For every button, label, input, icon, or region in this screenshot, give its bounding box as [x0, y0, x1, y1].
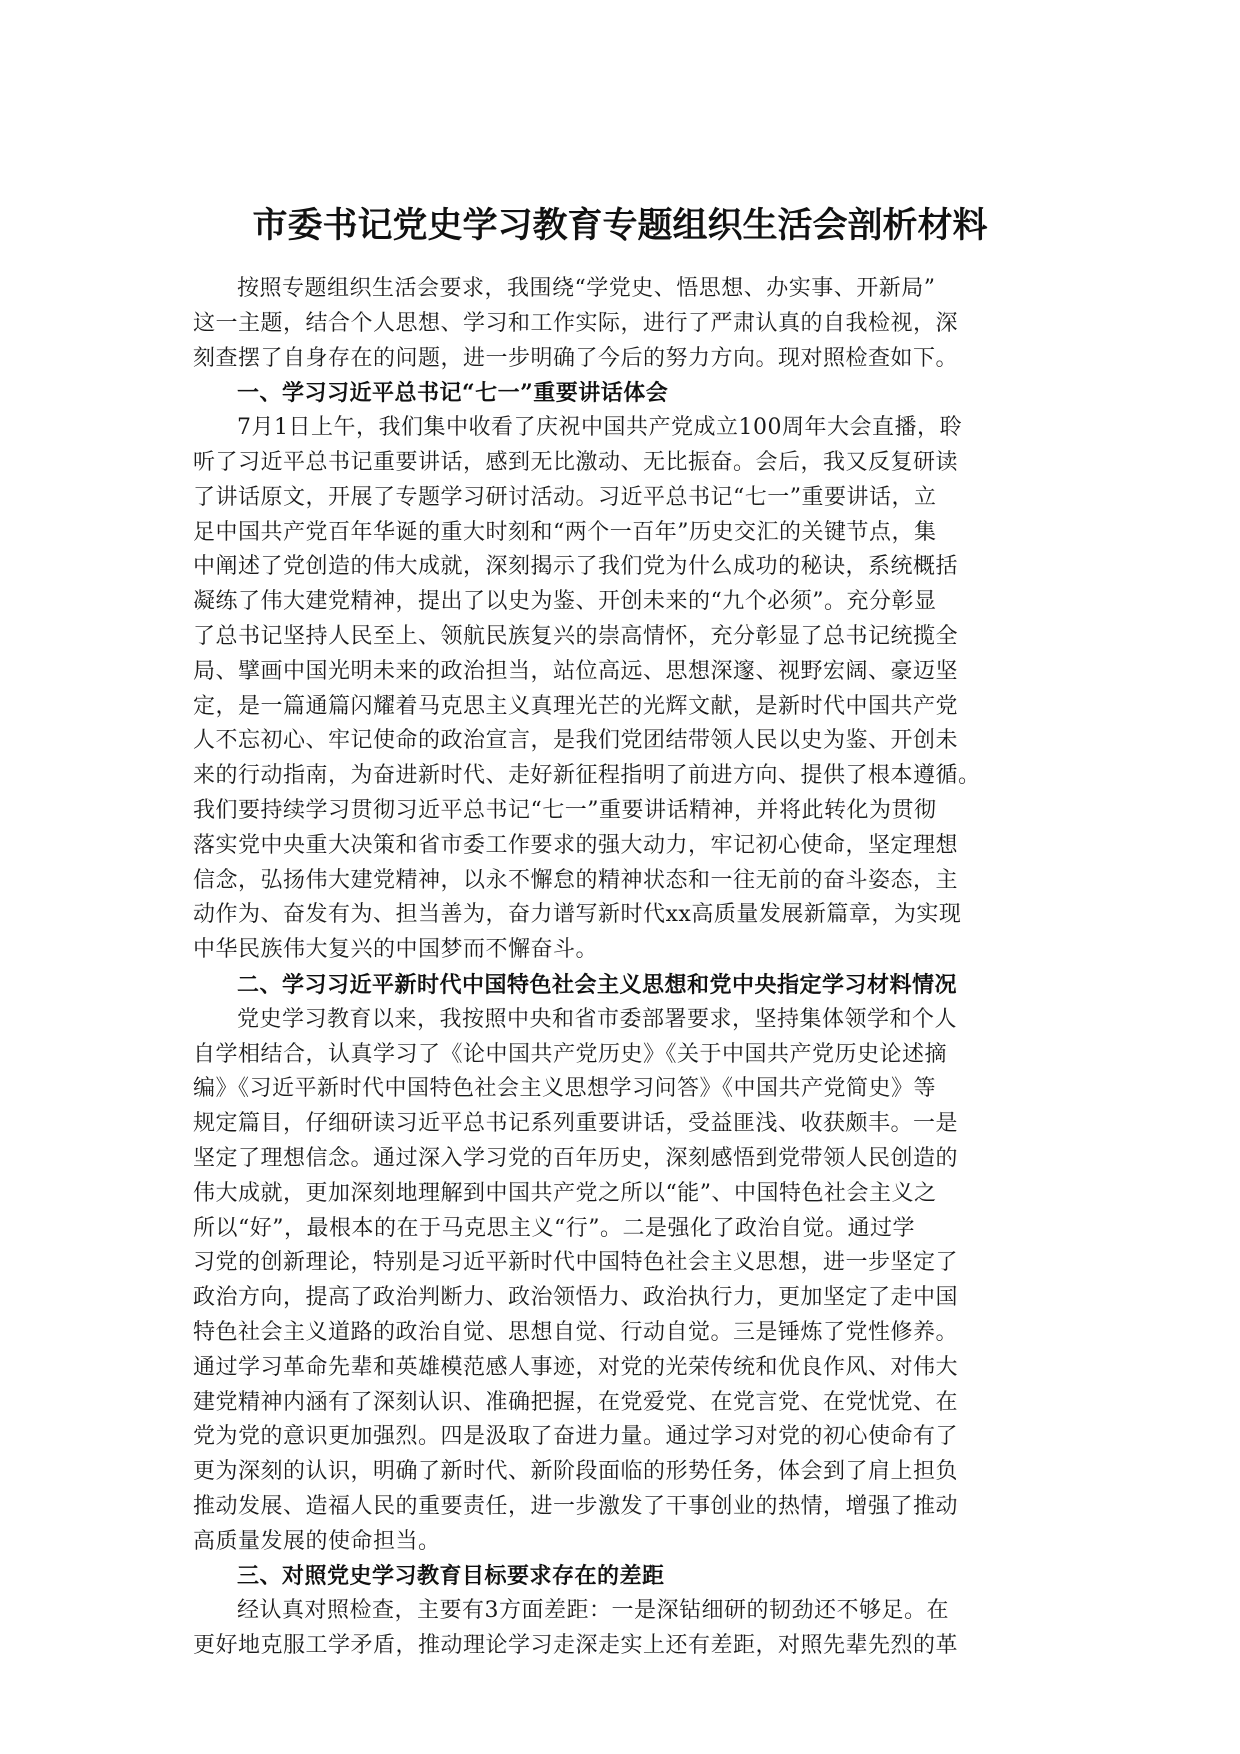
text-line: 动作为、奋发有为、担当善为，奋力谱写新时代xx高质量发展新篇章，为实现 — [193, 902, 962, 928]
section-3 — [193, 1559, 1083, 1663]
text-line: 高质量发展的使命担当。 — [193, 1528, 441, 1554]
text-line: 更为深刻的认识，明确了新时代、新阶段面临的形势任务，体会到了肩上担负 — [193, 1459, 959, 1485]
document-title: 市委书记党史学习教育专题组织生活会剖析材料 — [252, 205, 988, 246]
section-heading: 二、学习习近平新时代中国特色社会主义思想和党中央指定学习材料情况 — [237, 971, 958, 998]
text-line: 中华民族伟大复兴的中国梦而不懈奋斗。 — [193, 937, 599, 963]
text-line: 经认真对照检查，主要有3方面差距：一是深钻细研的韧劲还不够足。在 — [237, 1598, 949, 1624]
document-body — [193, 272, 1083, 1664]
text-line: 刻查摆了自身存在的问题，进一步明确了今后的努力方向。现对照检查如下。 — [193, 345, 959, 371]
text-line: 规定篇目，仔细研读习近平总书记系列重要讲话，受益匪浅、收获颇丰。一是 — [193, 1111, 959, 1137]
text-line: 习党的创新理论，特别是习近平新时代中国特色社会主义思想，进一步坚定了 — [193, 1250, 959, 1276]
text-line: 来的行动指南，为奋进新时代、走好新征程指明了前进方向、提供了根本遵循。 — [193, 763, 981, 789]
text-line: 7月1日上午，我们集中收看了庆祝中国共产党成立100周年大会直播，聆 — [237, 415, 962, 441]
section-heading: 三、对照党史学习教育目标要求存在的差距 — [237, 1563, 665, 1590]
text-line: 坚定了理想信念。通过深入学习党的百年历史，深刻感悟到党带领人民创造的 — [193, 1145, 959, 1171]
text-line: 落实党中央重大决策和省市委工作要求的强大动力，牢记初心使命，坚定理想 — [193, 832, 959, 858]
text-line: 建党精神内涵有了深刻认识、准确把握，在党爱党、在党言党、在党忧党、在 — [193, 1389, 959, 1415]
text-line: 定，是一篇通篇闪耀着马克思主义真理光芒的光辉文献，是新时代中国共产党 — [193, 693, 959, 719]
text-line: 这一主题，结合个人思想、学习和工作实际，进行了严肃认真的自我检视，深 — [193, 310, 959, 336]
section-2 — [193, 968, 1083, 1560]
text-line: 更好地克服工学矛盾，推动理论学习走深走实上还有差距，对照先辈先烈的革 — [193, 1633, 959, 1659]
text-line: 政治方向，提高了政治判断力、政治领悟力、政治执行力，更加坚定了走中国 — [193, 1285, 959, 1311]
text-line: 信念，弘扬伟大建党精神，以永不懈怠的精神状态和一往无前的奋斗姿态，主 — [193, 867, 959, 893]
text-line: 党史学习教育以来，我按照中央和省市委部署要求，坚持集体领学和个人 — [237, 1006, 958, 1032]
section-1 — [193, 376, 1083, 968]
intro-paragraph — [193, 272, 1083, 376]
text-line: 自学相结合，认真学习了《论中国共产党历史》《关于中国共产党历史论述摘 — [193, 1041, 948, 1067]
text-line: 推动发展、造福人民的重要责任，进一步激发了干事创业的热情，增强了推动 — [193, 1493, 959, 1519]
text-line: 通过学习革命先辈和英雄模范感人事迹，对党的光荣传统和优良作风、对伟大 — [193, 1354, 959, 1380]
text-line: 了总书记坚持人民至上、领航民族复兴的崇高情怀，充分彰显了总书记统揽全 — [193, 623, 959, 649]
text-line: 了讲话原文，开展了专题学习研讨活动。习近平总书记“七一”重要讲话，立 — [193, 484, 937, 510]
text-line: 听了习近平总书记重要讲话，感到无比激动、无比振奋。会后，我又反复研读 — [193, 449, 959, 475]
text-line: 所以“好”，最根本的在于马克思主义“行”。二是强化了政治自觉。通过学 — [193, 1215, 915, 1241]
text-line: 伟大成就，更加深刻地理解到中国共产党之所以“能”、中国特色社会主义之 — [193, 1180, 937, 1206]
text-line: 凝练了伟大建党精神，提出了以史为鉴、开创未来的“九个必须”。充分彰显 — [193, 589, 937, 615]
text-line: 足中国共产党百年华诞的重大时刻和“两个一百年”历史交汇的关键节点，集 — [193, 519, 937, 545]
text-line: 我们要持续学习贯彻习近平总书记“七一”重要讲话精神，并将此转化为贯彻 — [193, 797, 937, 823]
text-line: 特色社会主义道路的政治自觉、思想自觉、行动自觉。三是锤炼了党性修养。 — [193, 1319, 959, 1345]
section-heading: 一、学习习近平总书记“七一”重要讲话体会 — [237, 380, 669, 407]
text-line: 人不忘初心、牢记使命的政治宣言，是我们党团结带领人民以史为鉴、开创未 — [193, 728, 959, 754]
text-line: 按照专题组织生活会要求，我围绕“学党史、悟思想、办实事、开新局” — [237, 276, 936, 301]
text-line: 编》《习近平新时代中国特色社会主义思想学习问答》《中国共产党简史》等 — [193, 1076, 937, 1102]
text-line: 局、擘画中国光明未来的政治担当，站位高远、思想深邃、视野宏阔、豪迈坚 — [193, 658, 959, 684]
text-line: 中阐述了党创造的伟大成就，深刻揭示了我们党为什么成功的秘诀，系统概括 — [193, 554, 959, 580]
text-line: 党为党的意识更加强烈。四是汲取了奋进力量。通过学习对党的初心使命有了 — [193, 1424, 959, 1450]
